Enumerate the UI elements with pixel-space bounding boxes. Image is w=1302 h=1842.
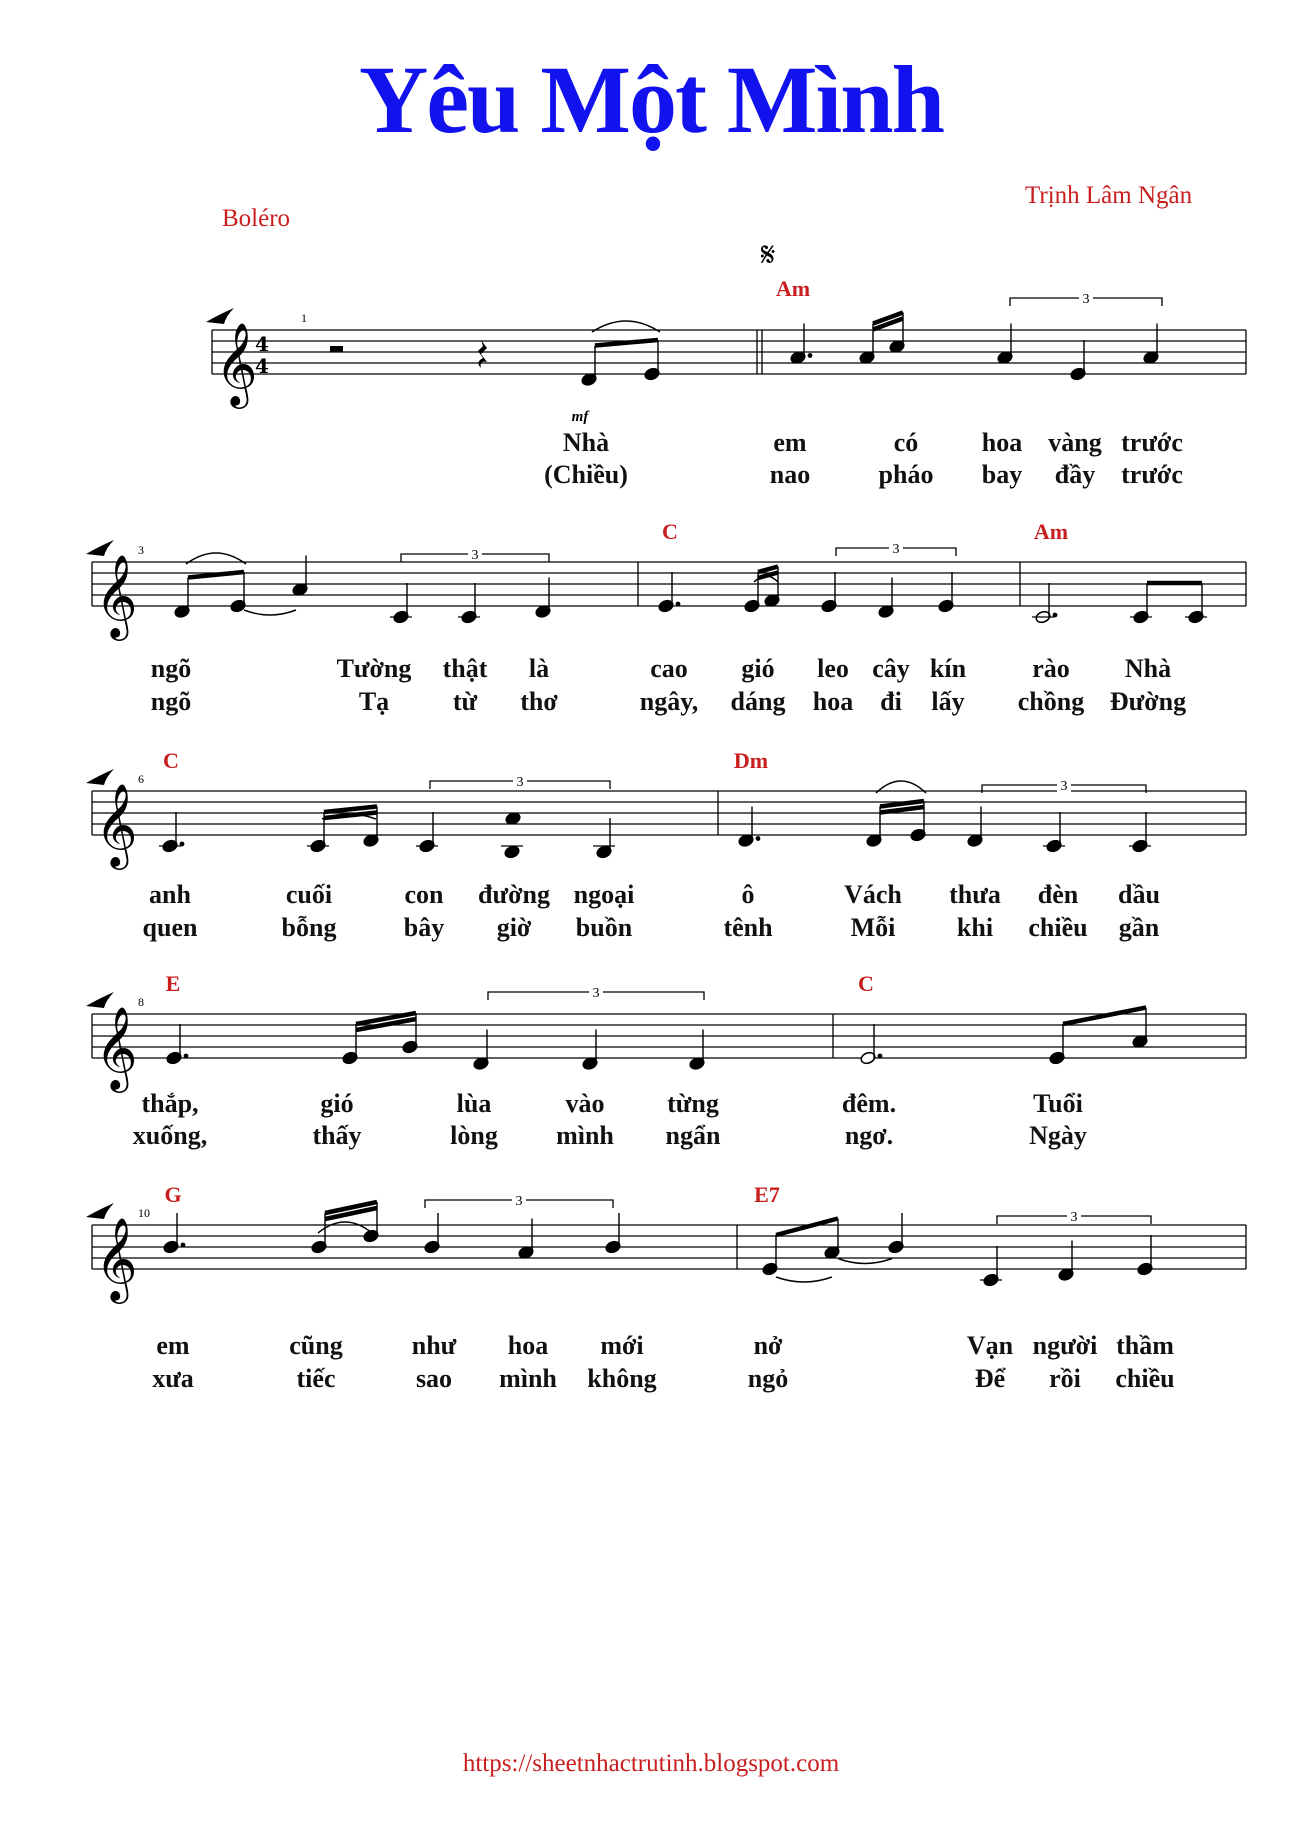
note-dot: [181, 1243, 186, 1248]
tuplet-number: 3: [1082, 292, 1090, 307]
note-beam: [1063, 1008, 1146, 1025]
treble-clef: 𝄞: [95, 553, 138, 637]
lyric-verse1: em: [773, 428, 807, 457]
lyric-verse1: hoa: [981, 428, 1023, 457]
lyric-verse1: thầm: [1116, 1331, 1174, 1360]
lyric-verse2: bây: [403, 913, 445, 942]
lyric-verse2: đầy: [1054, 460, 1096, 489]
tie: [838, 1259, 892, 1264]
lyric-verse2: bay: [981, 460, 1023, 489]
lyric-verse1: mới: [600, 1331, 644, 1360]
lyric-verse2: trước: [1121, 460, 1183, 489]
lyric-verse1: Tuổi: [1033, 1089, 1083, 1118]
lyric-verse2: Để: [974, 1364, 1006, 1393]
lyric-verse1: gió: [741, 654, 775, 683]
note-head: [504, 845, 521, 860]
lyric-verse2: pháo: [878, 460, 934, 489]
song-title: Yêu Một Mình: [359, 46, 943, 153]
lyric-verse2: mình: [499, 1364, 557, 1393]
time-sig-bottom: 4: [255, 354, 269, 378]
lyric-verse1: người: [1032, 1331, 1098, 1360]
style-label: Boléro: [222, 205, 291, 232]
lyric-verse1: ngoại: [573, 880, 635, 909]
lyric-verse2: chiều: [1115, 1364, 1175, 1393]
dynamic-mark: mf: [571, 409, 589, 425]
treble-clef: 𝄞: [95, 1005, 138, 1089]
lyric-verse2: từ: [452, 687, 478, 716]
lyric-verse1: cây: [872, 654, 910, 683]
treble-clef: 𝄞: [95, 1216, 138, 1300]
lyric-verse1: Vách: [844, 880, 902, 909]
note-beam: [776, 1219, 838, 1236]
lyric-verse1: anh: [149, 880, 191, 909]
lyric-verse1: như: [411, 1331, 457, 1360]
note-dot: [184, 1054, 189, 1059]
lyric-verse1: có: [893, 428, 919, 457]
lyric-verse1: nở: [753, 1331, 783, 1360]
measure-number: 10: [138, 1206, 150, 1220]
lyric-verse1: đèn: [1037, 880, 1079, 909]
lyric-verse2: chồng: [1017, 687, 1085, 716]
lyric-verse1: cao: [650, 654, 688, 683]
chord-symbol: Am: [775, 276, 811, 301]
lyric-verse1: kín: [929, 654, 967, 683]
measure-number: 6: [138, 772, 144, 786]
lyric-verse2: buồn: [575, 913, 633, 942]
lyric-verse1: hoa: [507, 1331, 549, 1360]
lyric-verse1: rào: [1032, 654, 1070, 683]
measure-number: 8: [138, 995, 144, 1009]
lyric-verse2: (Chiều): [544, 460, 628, 489]
lyric-verse2: xuống,: [132, 1121, 208, 1150]
chord-symbol: G: [164, 1182, 182, 1207]
lyric-verse1: đêm.: [841, 1089, 897, 1118]
chord-symbol: E7: [754, 1182, 780, 1207]
lyric-verse2: tênh: [723, 913, 773, 942]
lyric-verse1: Vạn: [966, 1331, 1014, 1360]
lyric-verse2: thấy: [312, 1121, 362, 1150]
lyric-verse2: lòng: [450, 1121, 498, 1150]
lyric-verse1: lùa: [456, 1089, 492, 1118]
half-rest: [330, 346, 343, 352]
lyric-verse2: xưa: [152, 1364, 194, 1393]
chord-symbol: C: [858, 971, 874, 996]
measure-number: 1: [301, 311, 307, 325]
lyric-verse1: vào: [565, 1089, 605, 1118]
lyric-verse1: từng: [667, 1089, 719, 1118]
lyric-verse1: con: [404, 880, 444, 909]
note-dot: [878, 1054, 883, 1059]
tie: [244, 610, 296, 615]
lyric-verse2: gần: [1118, 913, 1160, 942]
lyric-verse2: ngơ.: [844, 1121, 894, 1150]
lyric-verse1: em: [156, 1331, 190, 1360]
lyric-verse2: Ngày: [1029, 1121, 1087, 1150]
lyric-verse2: không: [587, 1364, 657, 1393]
lyric-verse1: trước: [1121, 428, 1183, 457]
lyric-verse1: Tường: [336, 654, 412, 683]
chord-symbol: C: [163, 748, 179, 773]
time-sig-top: 4: [255, 332, 269, 356]
lyric-verse2: giờ: [496, 913, 532, 942]
note-dot: [808, 353, 813, 358]
lyric-verse1: gió: [320, 1089, 354, 1118]
lyric-verse1: ngõ: [150, 654, 192, 683]
tuplet-number: 3: [592, 986, 600, 1001]
lyric-verse1: đường: [478, 880, 550, 909]
tuplet-number: 3: [892, 542, 900, 557]
lyric-verse1: thắp,: [141, 1089, 199, 1118]
lyric-verse1: ô: [741, 880, 755, 909]
treble-clef: 𝄞: [215, 321, 258, 405]
lyric-verse2: Mỗi: [850, 913, 896, 942]
measure-number: 3: [138, 543, 144, 557]
lyric-verse1: Nhà: [1124, 654, 1172, 683]
lyric-verse2: tiếc: [296, 1364, 336, 1393]
lyric-verse2: ngây,: [639, 687, 699, 716]
slur: [776, 1277, 832, 1282]
lyric-verse2: sao: [415, 1364, 453, 1393]
lyric-verse2: dáng: [730, 687, 786, 716]
chord-symbol: C: [662, 519, 678, 544]
lyric-verse2: nao: [769, 460, 811, 489]
lyric-verse1: thật: [442, 654, 488, 683]
chord-symbol: E: [165, 971, 181, 996]
lyric-verse2: chiều: [1028, 913, 1088, 942]
lyric-verse2: lấy: [931, 687, 965, 716]
lyric-verse2: ngẩn: [665, 1121, 721, 1150]
chord-symbol: Am: [1033, 519, 1069, 544]
lyric-verse2: rồi: [1049, 1364, 1081, 1393]
lyric-verse2: quen: [142, 913, 198, 942]
lyric-verse2: hoa: [812, 687, 854, 716]
lyric-verse1: cuối: [285, 880, 333, 909]
treble-clef: 𝄞: [95, 782, 138, 866]
lyric-verse2: ngỏ: [747, 1364, 789, 1393]
lyric-verse2: Đường: [1109, 687, 1187, 716]
lyric-verse2: mình: [556, 1121, 614, 1150]
lyric-verse1: dầu: [1118, 880, 1160, 909]
tuplet-number: 3: [471, 548, 479, 563]
tuplet-number: 3: [515, 1194, 523, 1209]
segno-sign: 𝄋: [760, 235, 776, 275]
tuplet-number: 3: [1070, 1210, 1078, 1225]
lyric-verse2: khi: [956, 913, 994, 942]
lyric-verse1: là: [528, 654, 550, 683]
footer-url[interactable]: https://sheetnhactrutinh.blogspot.com: [462, 1750, 840, 1777]
composer-name: Trịnh Lâm Ngân: [1025, 182, 1193, 209]
tuplet-number: 3: [516, 775, 524, 790]
lyric-verse1: cũng: [289, 1331, 343, 1360]
lyric-verse1: vàng: [1048, 428, 1102, 457]
note-dot: [756, 836, 761, 841]
chord-symbol: Dm: [733, 748, 769, 773]
lyric-verse1: leo: [817, 654, 849, 683]
tuplet-number: 3: [1060, 779, 1068, 794]
lyric-verse2: Tạ: [358, 687, 390, 716]
slur: [318, 1222, 372, 1233]
quarter-rest: [478, 340, 487, 368]
lyric-verse2: bỗng: [281, 913, 337, 942]
lyric-verse2: ngõ: [150, 687, 192, 716]
note-dot: [676, 602, 681, 607]
lyric-verse2: thơ: [520, 687, 558, 716]
lyric-verse2: đi: [880, 687, 902, 716]
lyric-verse1: Nhà: [562, 428, 610, 457]
lyric-verse1: thưa: [949, 880, 1001, 909]
